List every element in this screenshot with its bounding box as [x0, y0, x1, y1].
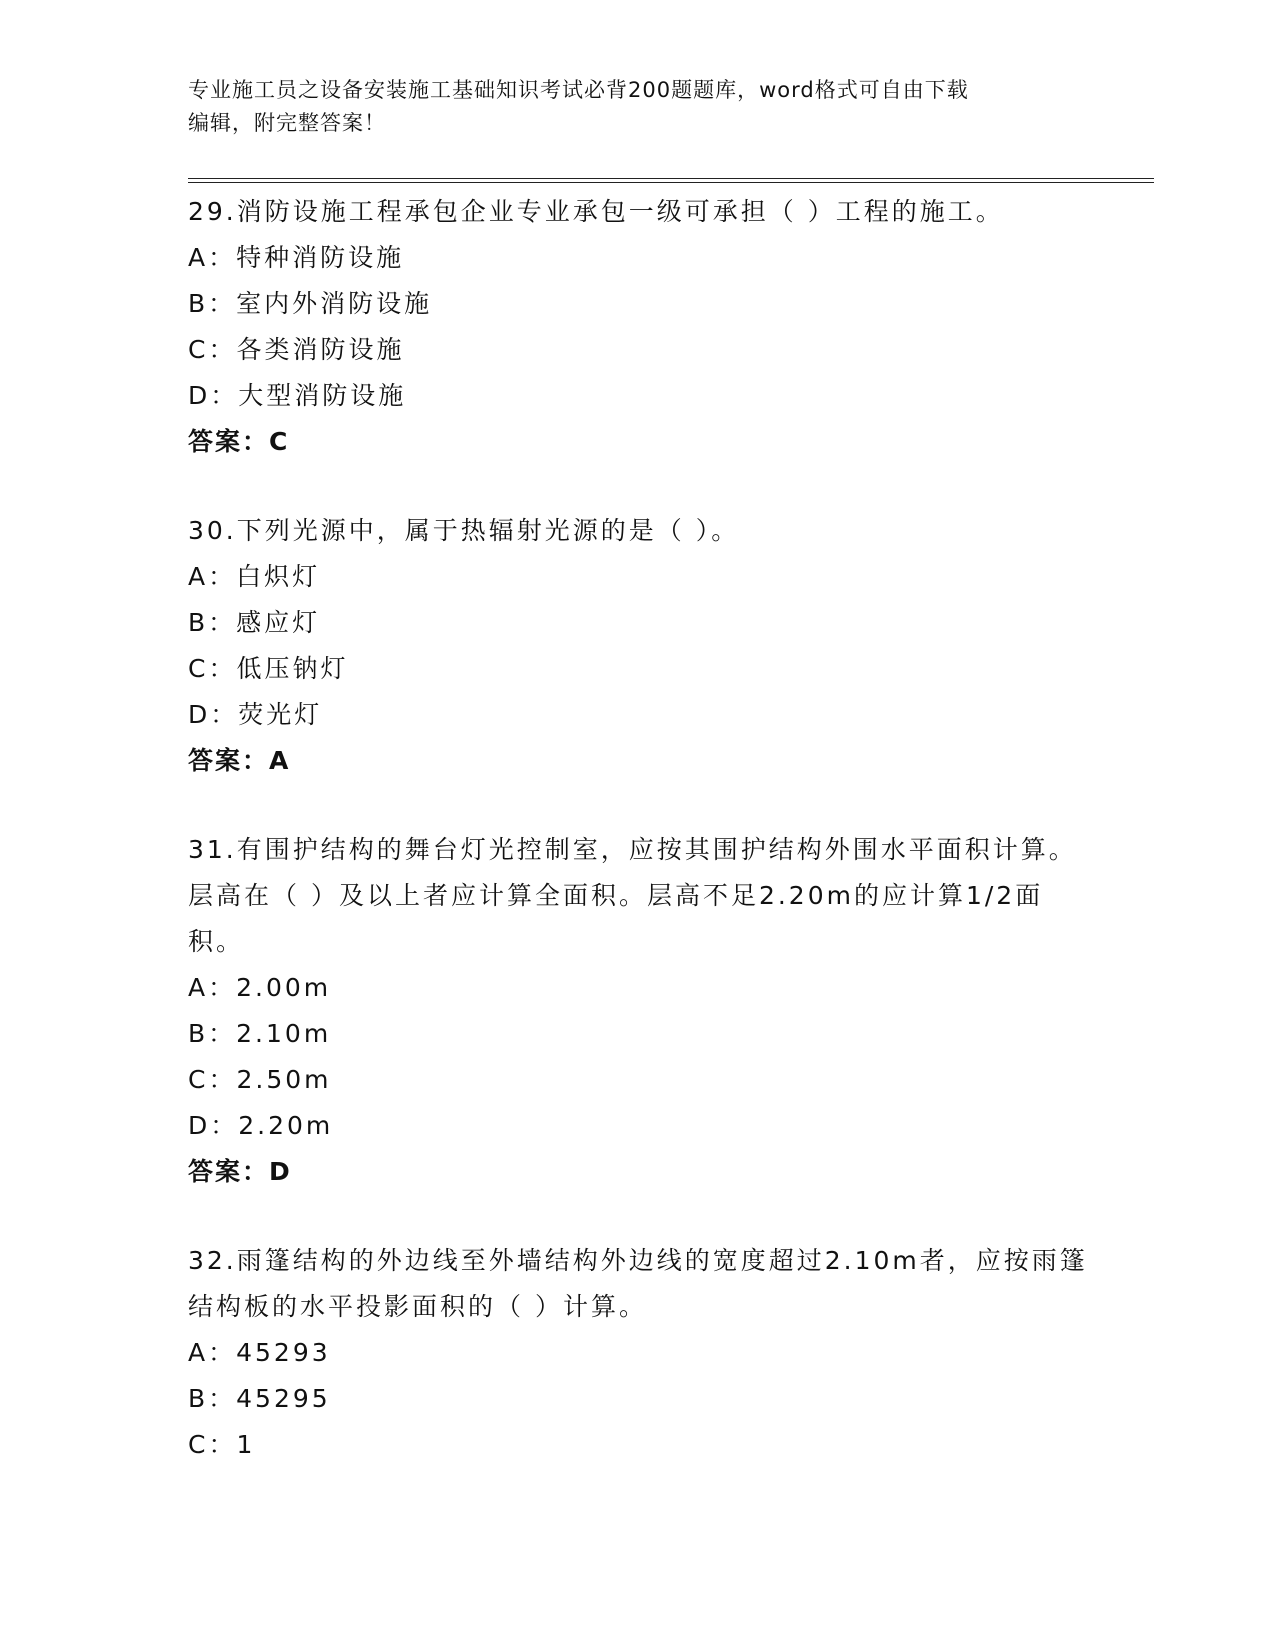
option-letter: A：: [188, 973, 237, 1002]
option-text: 45293: [236, 1338, 331, 1367]
option-c: [188, 1422, 1088, 1468]
question-31: [188, 827, 1088, 1195]
question-30: [188, 508, 1088, 784]
header-divider-bottom: [188, 182, 1154, 183]
option-text: 45295: [236, 1384, 331, 1413]
question-text: 29.消防设施工程承包企业专业承包一级可承担（ ）工程的施工。: [188, 197, 1004, 226]
option-b: [188, 1011, 1088, 1057]
option-b: [188, 281, 1088, 327]
option-letter: A：: [188, 1338, 237, 1367]
option-a: [188, 965, 1088, 1011]
option-text: 低压钠灯: [236, 654, 349, 683]
option-text: 2.00m: [236, 973, 332, 1002]
option-text: 各类消防设施: [236, 335, 405, 364]
option-letter: D：: [188, 1111, 239, 1140]
option-c: [188, 646, 1088, 692]
option-letter: B：: [188, 289, 237, 318]
option-text: 1: [236, 1430, 256, 1459]
option-text: 大型消防设施: [238, 381, 407, 410]
header-line-1: 专业施工员之设备安装施工基础知识考试必背200题题库，word格式可自由下载: [188, 78, 969, 102]
option-c: [188, 327, 1088, 373]
option-letter: D：: [188, 700, 239, 729]
option-text: 荧光灯: [238, 700, 323, 729]
question-32: [188, 1238, 1088, 1468]
answer-label: 答案：D: [188, 1157, 292, 1186]
option-a: [188, 235, 1088, 281]
question-text: 31.有围护结构的舞台灯光控制室，应按其围护结构外围水平面积计算。层高在（ ）及以上者应计算全面积。层高不足2.20m的应计算1/2面积。: [188, 835, 1077, 956]
option-b: [188, 600, 1088, 646]
option-letter: A：: [188, 243, 237, 272]
answer-label: 答案：C: [188, 427, 290, 456]
option-letter: C：: [188, 335, 237, 364]
question-text: 30.下列光源中，属于热辐射光源的是（ ）。: [188, 516, 740, 545]
option-text: 2.10m: [236, 1019, 332, 1048]
question-text: 32.雨篷结构的外边线至外墙结构外边线的宽度超过2.10m者，应按雨篷结构板的水平投影面积的（ ）计算。: [188, 1246, 1088, 1321]
option-letter: C：: [188, 1430, 237, 1459]
option-text: 室内外消防设施: [236, 289, 433, 318]
option-text: 2.20m: [238, 1111, 334, 1140]
option-d: [188, 692, 1088, 738]
option-text: 2.50m: [236, 1065, 332, 1094]
answer-label: 答案：A: [188, 746, 291, 775]
option-letter: B：: [188, 608, 237, 637]
option-letter: B：: [188, 1019, 237, 1048]
option-letter: A：: [188, 562, 237, 591]
option-letter: B：: [188, 1384, 237, 1413]
option-text: 感应灯: [236, 608, 321, 637]
option-text: 白炽灯: [236, 562, 321, 591]
option-a: [188, 554, 1088, 600]
option-text: 特种消防设施: [236, 243, 405, 272]
question-29: [188, 189, 1088, 465]
option-c: [188, 1057, 1088, 1103]
option-a: [188, 1330, 1088, 1376]
option-b: [188, 1376, 1088, 1422]
option-d: [188, 1103, 1088, 1149]
option-letter: D：: [188, 381, 239, 410]
header-line-2: 编辑，附完整答案！: [188, 111, 386, 135]
option-letter: C：: [188, 654, 237, 683]
question-list: [188, 189, 1088, 1511]
document-header: [188, 74, 1068, 140]
header-divider-top: [188, 178, 1154, 179]
option-d: [188, 373, 1088, 419]
option-letter: C：: [188, 1065, 237, 1094]
